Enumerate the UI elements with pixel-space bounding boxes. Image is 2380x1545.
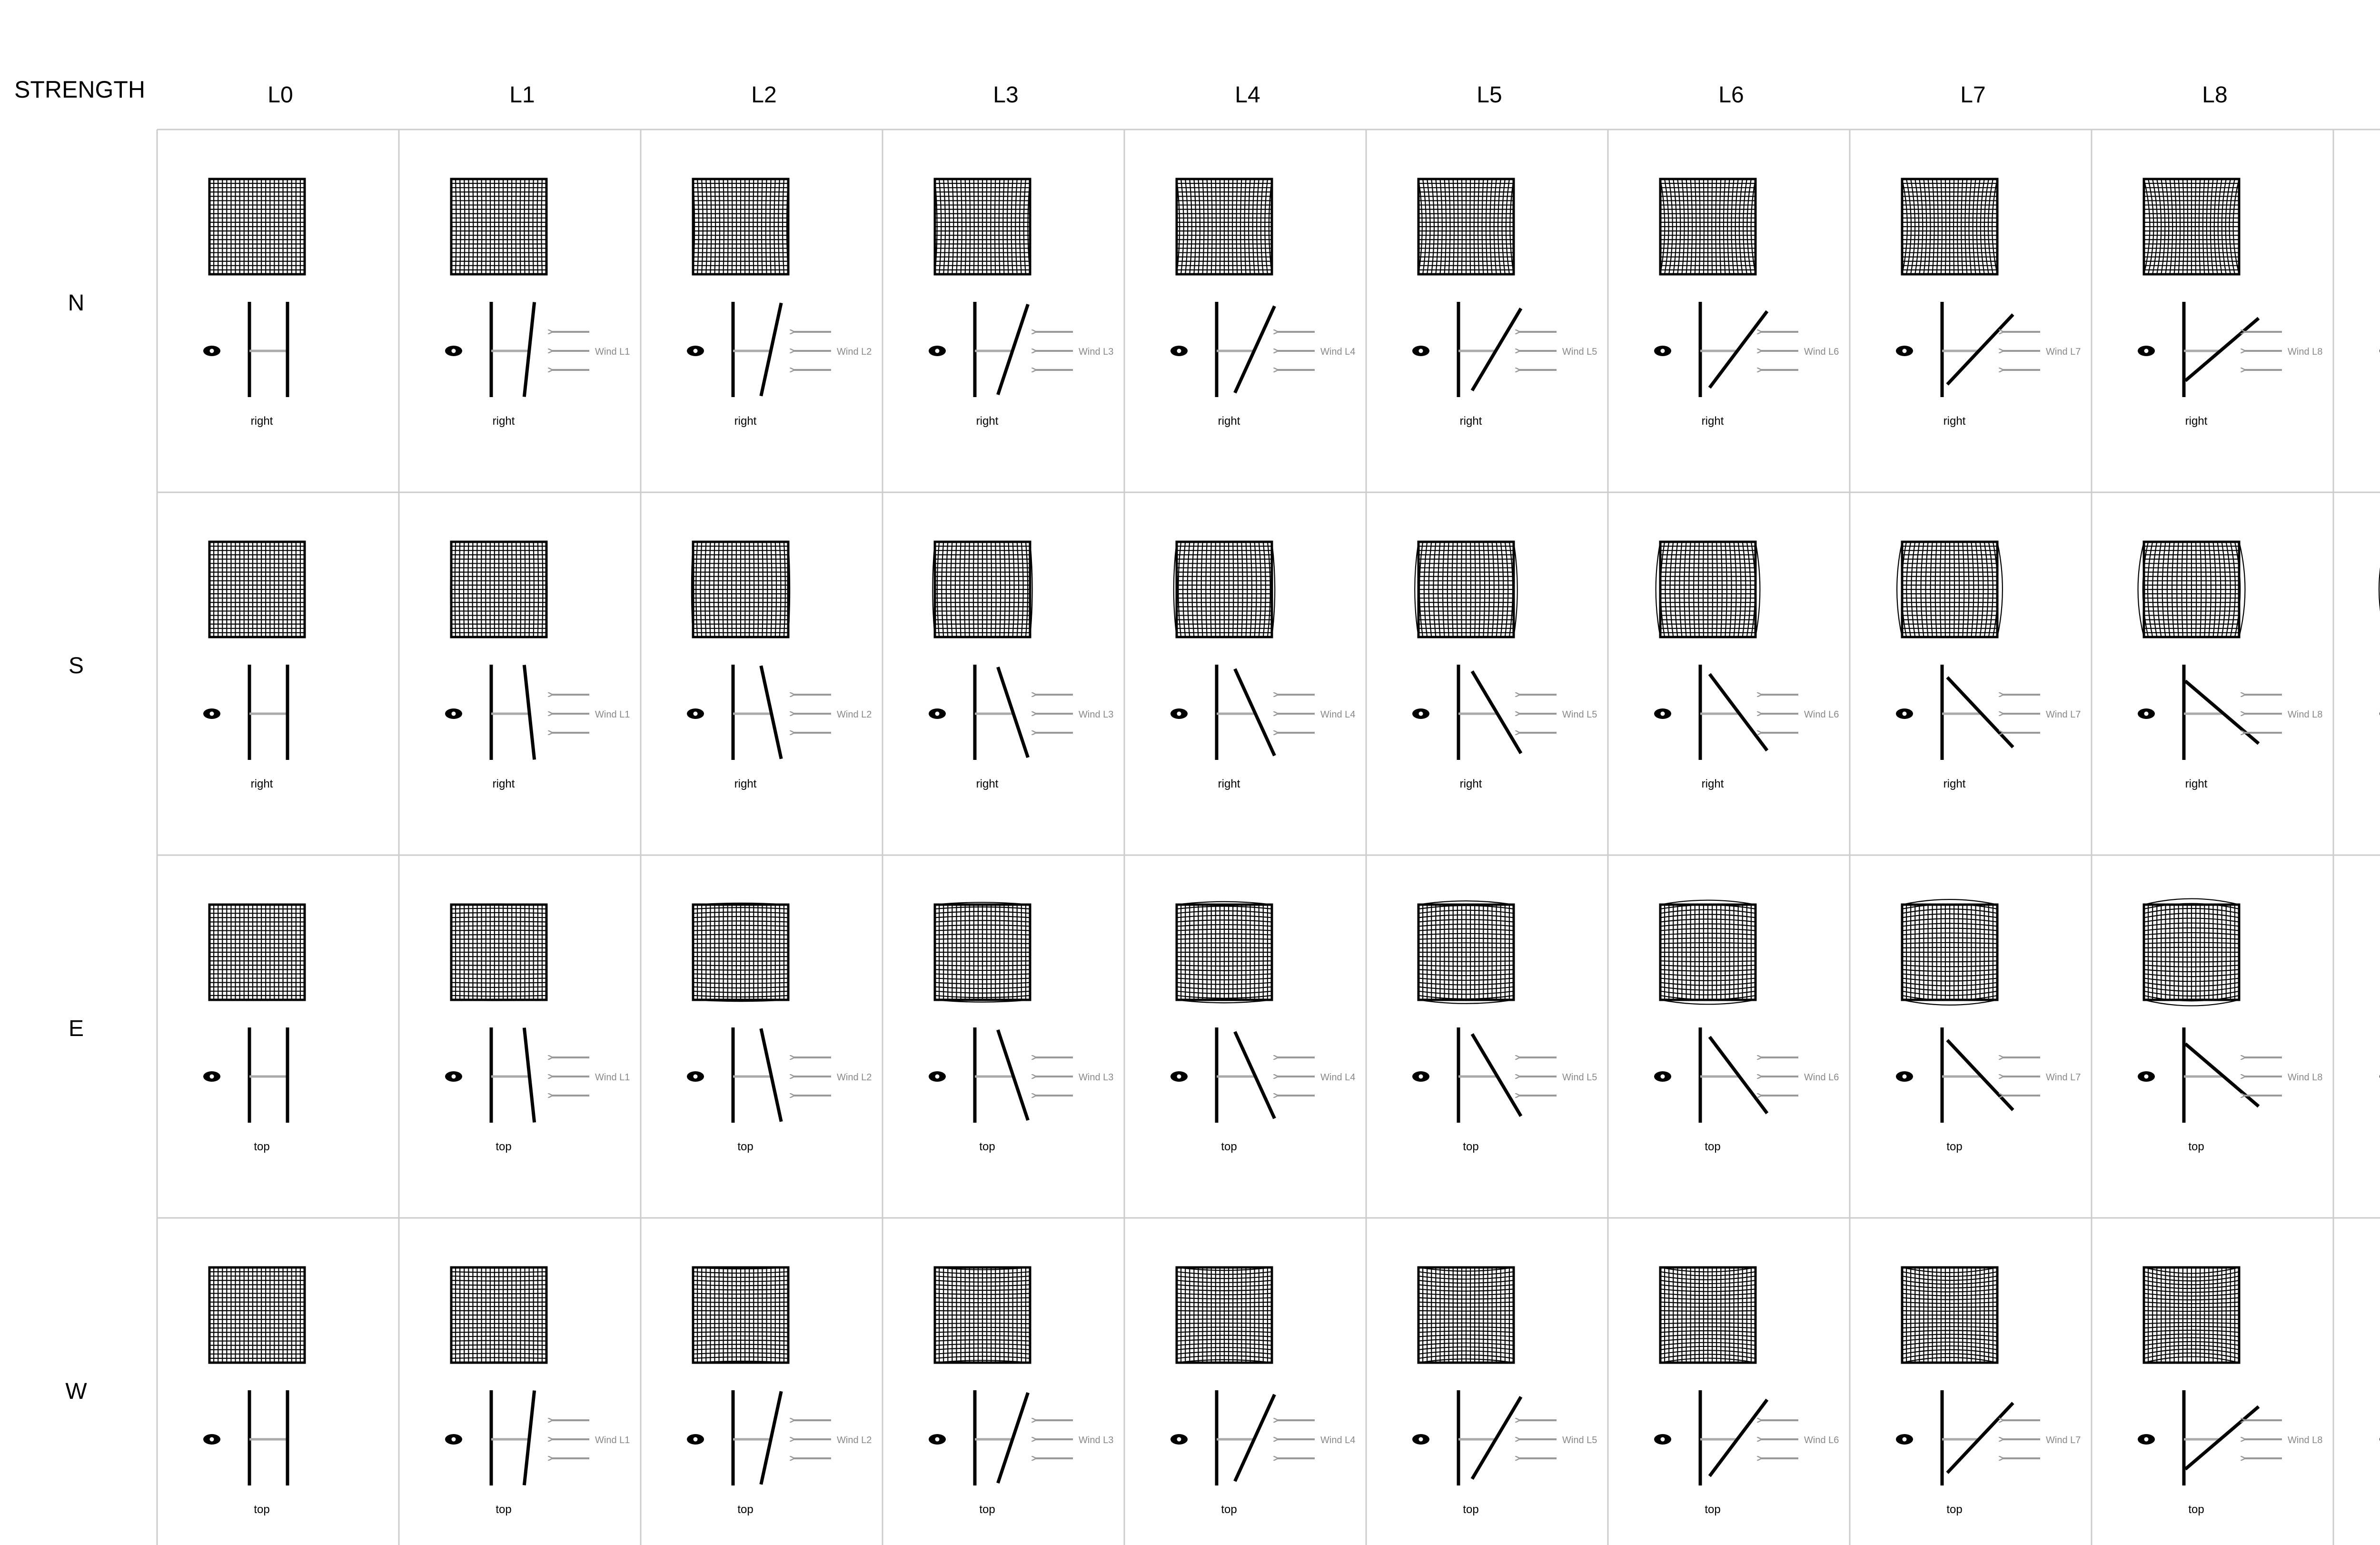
section-diagram (1412, 1027, 1597, 1153)
wind-label: Wind L4 (1320, 1072, 1356, 1083)
wind-label: Wind L7 (2046, 347, 2081, 357)
section-diagram (1896, 1027, 2081, 1153)
wind-label: Wind L6 (1804, 1072, 1839, 1083)
deformation-grid (2144, 179, 2239, 274)
view-label: top (1221, 1140, 1237, 1153)
wind-label: Wind L6 (1804, 347, 1839, 357)
deformation-grid (209, 542, 305, 637)
wind-label: Wind L2 (837, 709, 872, 720)
view-label: right (734, 777, 757, 790)
cell-s-l7 (1896, 542, 2081, 790)
eye-pupil (1903, 1437, 1907, 1442)
deformation-grid (1174, 542, 1275, 637)
deformation-grid (1177, 179, 1272, 274)
moving-pane-line (1947, 1403, 2013, 1473)
section-diagram (1654, 1390, 1839, 1516)
cell-e-l1 (445, 904, 630, 1153)
view-label: right (976, 415, 999, 428)
cell-w-l6 (1654, 1267, 1839, 1516)
cell-s-l0 (203, 542, 305, 790)
section-diagram (1654, 665, 1839, 790)
section-diagram (929, 665, 1113, 790)
cell-s-l8 (2138, 542, 2322, 790)
view-label: right (1943, 415, 1966, 428)
eye-pupil (1419, 1075, 1423, 1079)
grid-line (749, 542, 750, 637)
corner-label: STRENGTH (14, 76, 145, 103)
grid-line (451, 1332, 546, 1333)
grid-line (1712, 542, 1713, 637)
view-label: right (1218, 777, 1240, 790)
eye-pupil (694, 712, 698, 716)
section-diagram (687, 1390, 872, 1516)
eye-pupil (1661, 1437, 1665, 1442)
section-diagram (1896, 302, 2081, 428)
section-diagram (203, 665, 288, 790)
view-label: right (2185, 415, 2208, 428)
deformation-grid (1418, 179, 1514, 274)
eye-pupil (452, 349, 456, 353)
section-diagram (687, 665, 872, 790)
eye-pupil (935, 1437, 940, 1442)
section-diagram (1896, 1390, 2081, 1516)
grid-line (991, 542, 992, 637)
section-diagram (2138, 1390, 2322, 1516)
moving-pane-line (524, 665, 534, 760)
cell-w-l5 (1412, 1267, 1597, 1516)
deformation-grid (692, 542, 790, 637)
cell-n-l2 (687, 179, 872, 428)
moving-pane-line (2185, 1044, 2259, 1106)
wind-label: Wind L8 (2288, 709, 2323, 720)
view-label: top (1221, 1503, 1237, 1516)
section-diagram (1412, 665, 1597, 790)
grid-line (1177, 1319, 1272, 1320)
deformation-grid (2144, 899, 2239, 1006)
moving-pane-line (761, 1028, 781, 1122)
section-diagram (929, 1027, 1113, 1153)
cell-w-l2 (687, 1267, 872, 1516)
deformation-grid (209, 905, 305, 1000)
wind-label: Wind L1 (595, 1435, 630, 1445)
cell-w-l0 (203, 1267, 305, 1516)
view-label: right (1459, 415, 1482, 428)
view-label: top (1705, 1140, 1721, 1153)
eye-pupil (1419, 712, 1423, 716)
moving-pane-line (1235, 306, 1274, 393)
wind-label: Wind L5 (1562, 1435, 1597, 1445)
eye-pupil (1661, 712, 1665, 716)
column-header-l4: L4 (1235, 82, 1260, 108)
column-header-l6: L6 (1718, 82, 1744, 108)
eye-pupil (1661, 349, 1665, 353)
wind-label: Wind L4 (1320, 1435, 1356, 1445)
moving-pane-line (2185, 318, 2259, 380)
eye-pupil (1419, 349, 1423, 353)
grid-line (1177, 1323, 1272, 1324)
wind-label: Wind L3 (1079, 1072, 1114, 1083)
view-label: top (1946, 1503, 1963, 1516)
grid-line (451, 978, 546, 979)
view-label: top (1705, 1503, 1721, 1516)
view-label: top (1946, 1140, 1963, 1153)
view-label: top (2188, 1140, 2204, 1153)
wind-label: Wind L6 (1804, 1435, 1839, 1445)
section-diagram (445, 1027, 630, 1153)
view-label: right (976, 777, 999, 790)
moving-pane-line (998, 304, 1028, 395)
row-header-e: E (68, 1016, 84, 1041)
deformation-grid (1177, 1267, 1272, 1363)
cell-w-l7 (1896, 1267, 2081, 1516)
eye-pupil (210, 1437, 214, 1442)
wind-label: Wind L1 (595, 347, 630, 357)
grid-line (935, 1327, 1030, 1328)
view-label: top (737, 1503, 754, 1516)
wind-label: Wind L5 (1562, 347, 1597, 357)
wind-label: Wind L5 (1562, 709, 1597, 720)
deformation-grid (451, 179, 546, 274)
eye-pupil (1661, 1075, 1665, 1079)
section-diagram (445, 302, 630, 428)
eye-pupil (210, 712, 214, 716)
section-diagram (2138, 302, 2322, 428)
section-diagram (1412, 1390, 1597, 1516)
eye-pupil (694, 1075, 698, 1079)
eye-pupil (935, 349, 940, 353)
moving-pane-line (524, 302, 534, 397)
wind-label: Wind L1 (595, 1072, 630, 1083)
section-diagram (1654, 1027, 1839, 1153)
view-label: top (1463, 1503, 1479, 1516)
wind-label: Wind L2 (837, 347, 872, 357)
view-label: right (250, 777, 273, 790)
grid-line (451, 969, 546, 970)
deformation-grid (1902, 179, 1997, 274)
moving-pane-line (1947, 678, 2013, 748)
moving-pane-line (2185, 1406, 2259, 1469)
cell-s-l5 (1412, 542, 1597, 790)
wind-label: Wind L8 (2288, 1072, 2323, 1083)
wind-label: Wind L7 (2046, 1072, 2081, 1083)
eye-pupil (1903, 349, 1907, 353)
grid-line (693, 965, 788, 966)
view-label: right (1459, 777, 1482, 790)
section-diagram (929, 1390, 1113, 1516)
deformation-grid (1660, 179, 1755, 274)
eye-pupil (452, 1437, 456, 1442)
view-label: top (979, 1503, 995, 1516)
grid-line (2195, 179, 2196, 274)
eye-pupil (452, 712, 456, 716)
section-diagram (445, 665, 630, 790)
view-label: top (496, 1140, 512, 1153)
eye-pupil (210, 1075, 214, 1079)
eye-pupil (694, 349, 698, 353)
grid-line (451, 991, 546, 992)
eye-pupil (1177, 1437, 1181, 1442)
eye-pupil (2144, 1075, 2149, 1079)
moving-pane-line (1947, 1040, 2013, 1110)
grid-line (995, 542, 996, 637)
wind-label: Wind L5 (1562, 1072, 1597, 1083)
grid-line (753, 179, 754, 274)
eye-pupil (1177, 349, 1181, 353)
deformation-grid (1656, 542, 1760, 637)
view-label: top (737, 1140, 754, 1153)
grid-line (451, 1345, 546, 1346)
grid-line (520, 542, 521, 637)
eye-pupil (2144, 1437, 2149, 1442)
section-diagram (1170, 1390, 1355, 1516)
view-label: right (492, 777, 515, 790)
moving-pane-line (2185, 681, 2259, 743)
column-header-l7: L7 (1960, 82, 1986, 108)
deformation-grid (932, 542, 1032, 637)
column-header-l1: L1 (509, 82, 535, 108)
grid-line (451, 1349, 546, 1350)
view-label: top (254, 1140, 270, 1153)
section-diagram (203, 302, 288, 428)
view-label: right (1943, 777, 1966, 790)
view-label: right (492, 415, 515, 428)
view-label: right (250, 415, 273, 428)
eye-pupil (935, 712, 940, 716)
column-header-l0: L0 (268, 82, 293, 108)
grid-line (1470, 542, 1471, 637)
section-diagram (203, 1390, 288, 1516)
deformation-grid (935, 902, 1030, 1002)
deformation-grid (1897, 542, 2003, 637)
view-label: top (979, 1140, 995, 1153)
deformation-grid (209, 179, 305, 274)
eye-pupil (935, 1075, 940, 1079)
section-diagram (2138, 665, 2322, 790)
column-header-l5: L5 (1477, 82, 1502, 108)
cell-n-l4 (1170, 179, 1355, 428)
wind-label: Wind L1 (595, 709, 630, 720)
deformation-grid (2138, 542, 2245, 637)
moving-pane-line (1710, 311, 1767, 388)
wind-label: Wind L3 (1079, 347, 1114, 357)
section-diagram (687, 1027, 872, 1153)
cell-s-l1 (445, 542, 630, 790)
grid-line (533, 179, 534, 274)
wind-label: Wind L3 (1079, 1435, 1114, 1445)
section-diagram (1170, 665, 1355, 790)
cell-w-l8 (2138, 1267, 2322, 1516)
cell-e-l2 (687, 903, 872, 1153)
moving-pane-line (1235, 1032, 1274, 1118)
cell-s-l4 (1170, 542, 1355, 790)
eye-pupil (1419, 1437, 1423, 1442)
row-header-n: N (68, 290, 85, 316)
wind-label: Wind L4 (1320, 347, 1356, 357)
moving-pane-line (761, 303, 781, 396)
cell-n-l8 (2138, 179, 2322, 428)
cell-s-l2 (687, 542, 872, 790)
wind-label: Wind L4 (1320, 709, 1356, 720)
section-diagram (1412, 302, 1597, 428)
cell-e-l3 (929, 902, 1113, 1153)
deformation-grid (1902, 1267, 1997, 1363)
cell-n-l5 (1412, 179, 1597, 428)
section-diagram (1170, 1027, 1355, 1153)
section-diagram (2138, 1027, 2322, 1153)
cell-s-l3 (929, 542, 1113, 790)
view-label: right (1701, 777, 1724, 790)
cell-e-l7 (1896, 899, 2081, 1153)
deformation-grid (1418, 1267, 1514, 1363)
wind-label: Wind L8 (2288, 347, 2323, 357)
moving-pane-line (1472, 309, 1521, 390)
column-header-l2: L2 (751, 82, 777, 108)
deformation-grid (451, 904, 546, 1000)
moving-pane-line (1710, 1037, 1767, 1114)
moving-pane-line (524, 1028, 534, 1123)
view-label: right (1701, 415, 1724, 428)
eye-pupil (1903, 1075, 1907, 1079)
moving-pane-line (998, 1393, 1028, 1483)
grid-line (525, 542, 526, 637)
cell-n-l6 (1654, 179, 1839, 428)
deformation-grid (1418, 901, 1514, 1004)
row-header-w: W (65, 1379, 87, 1404)
section-diagram (929, 302, 1113, 428)
grid-line (529, 542, 530, 637)
wind-label: Wind L7 (2046, 709, 2081, 720)
grid-line (935, 965, 1030, 966)
deformation-grid (935, 179, 1030, 274)
cell-e-l6 (1654, 900, 1839, 1153)
column-header-l3: L3 (993, 82, 1019, 108)
moving-pane-line (524, 1391, 534, 1485)
deformation-grid (1415, 542, 1517, 637)
moving-pane-line (1235, 669, 1274, 756)
cell-w-l3 (929, 1267, 1113, 1516)
moving-pane-line (1947, 315, 2013, 385)
wind-label: Wind L3 (1079, 709, 1114, 720)
moving-pane-line (998, 667, 1028, 758)
grid-line (520, 179, 521, 274)
wind-label: Wind L8 (2288, 1435, 2323, 1445)
section-diagram (687, 302, 872, 428)
column-header-l8: L8 (2202, 82, 2228, 108)
cell-n-l3 (929, 179, 1113, 428)
moving-pane-line (1235, 1395, 1274, 1481)
moving-pane-line (1710, 1400, 1767, 1476)
moving-pane-line (1472, 671, 1521, 753)
view-label: right (1218, 415, 1240, 428)
eye-pupil (1177, 1075, 1181, 1079)
row-header-s: S (68, 653, 84, 678)
moving-pane-line (1472, 1397, 1521, 1479)
cell-s-l6 (1654, 542, 1839, 790)
eye-pupil (1903, 712, 1907, 716)
eye-pupil (452, 1075, 456, 1079)
grid-line (757, 179, 758, 274)
eye-pupil (1177, 712, 1181, 716)
deformation-grid (2144, 1267, 2239, 1363)
eye-pupil (210, 349, 214, 353)
deformation-grid (450, 542, 547, 637)
wind-label: Wind L2 (837, 1435, 872, 1445)
grid-line (693, 969, 788, 970)
grid-line (935, 1323, 1030, 1324)
cell-n-l7 (1896, 179, 2081, 428)
grid-line (693, 1327, 788, 1328)
moving-pane-line (761, 666, 781, 759)
eye-pupil (2144, 712, 2149, 716)
wind-label: Wind L2 (837, 1072, 872, 1083)
grid-line (537, 179, 538, 274)
deformation-grid (1660, 1267, 1755, 1363)
deformation-grid (693, 179, 788, 274)
section-diagram (1896, 665, 2081, 790)
deformation-grid (1177, 902, 1272, 1003)
eye-pupil (694, 1437, 698, 1442)
view-label: right (734, 415, 757, 428)
view-label: top (1463, 1140, 1479, 1153)
wind-label: Wind L7 (2046, 1435, 2081, 1445)
cell-e-l4 (1170, 902, 1355, 1153)
deformation-grid (693, 903, 788, 1001)
cell-e-l5 (1412, 901, 1597, 1153)
cell-n-l0 (203, 179, 305, 428)
section-diagram (1170, 302, 1355, 428)
deformation-grid (1902, 899, 1997, 1005)
wind-label: Wind L6 (1804, 709, 1839, 720)
section-diagram (1654, 302, 1839, 428)
deformation-grid (1660, 900, 1755, 1005)
view-label: right (2185, 777, 2208, 790)
cell-w-l4 (1170, 1267, 1355, 1516)
moving-pane-line (998, 1030, 1028, 1120)
moving-pane-line (1472, 1034, 1521, 1116)
view-label: top (2188, 1503, 2204, 1516)
cell-w-l1 (445, 1267, 630, 1516)
grid-line (1232, 179, 1233, 274)
deformation-grid (451, 1267, 546, 1363)
view-label: top (496, 1503, 512, 1516)
section-diagram (445, 1390, 630, 1516)
cell-n-l1 (445, 179, 630, 428)
deformation-grid (693, 1267, 788, 1363)
moving-pane-line (1710, 674, 1767, 751)
cell-e-l0 (203, 905, 305, 1153)
cell-e-l8 (2138, 899, 2322, 1153)
deformation-grid (935, 1267, 1030, 1363)
section-diagram (203, 1027, 288, 1153)
view-label: top (254, 1503, 270, 1516)
grid-line (749, 179, 750, 274)
deformation-grid (209, 1267, 305, 1363)
moving-pane-line (761, 1391, 781, 1485)
grid-line (451, 1336, 546, 1337)
eye-pupil (2144, 349, 2149, 353)
